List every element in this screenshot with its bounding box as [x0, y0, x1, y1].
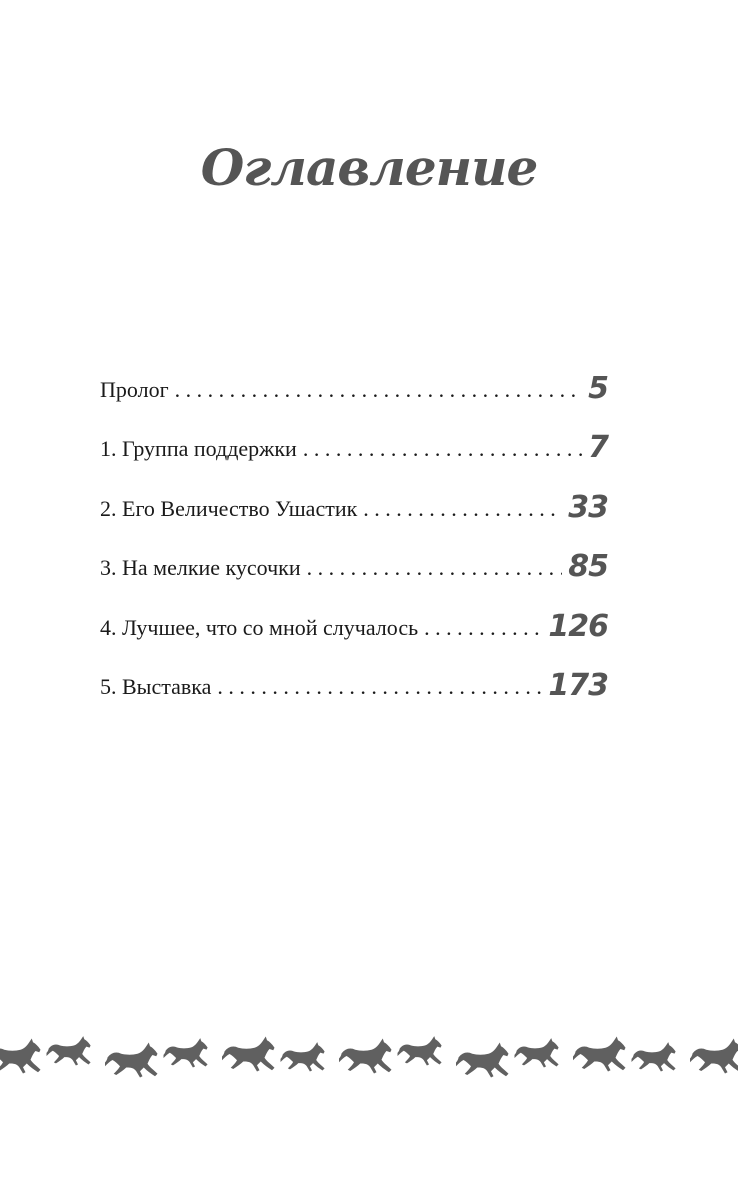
toc-entry-page-number: 33: [568, 489, 608, 525]
toc-leader-dots: [424, 613, 542, 643]
horse-silhouette-icon: [105, 1043, 158, 1078]
toc-leader-dots: [303, 434, 582, 464]
toc-leader-dots: [363, 494, 562, 524]
toc-entry-chapter-5[interactable]: [100, 643, 608, 703]
toc-entry-chapter-1[interactable]: [100, 405, 608, 465]
horse-silhouette-icon: [0, 1039, 41, 1074]
toc-entry-chapter-4[interactable]: [100, 583, 608, 643]
galloping-horses-border-icon: [0, 1028, 738, 1088]
toc-entry-label: 1. Группа поддержки: [100, 436, 297, 461]
toc-entry-chapter-2[interactable]: [100, 464, 608, 524]
toc-entry-label: 5. Выставка: [100, 674, 212, 699]
horse-silhouette-icon: [47, 1036, 91, 1065]
horse-silhouette-icon: [281, 1042, 325, 1071]
toc-entry-label: 2. Его Величество Ушастик: [100, 495, 358, 521]
toc-entry-page-number: 5: [588, 370, 608, 406]
toc-entry-page-number: 126: [548, 608, 608, 644]
horse-silhouette-icon: [690, 1039, 738, 1074]
horse-silhouette-icon: [222, 1037, 275, 1072]
horse-silhouette-icon: [515, 1038, 559, 1067]
toc-leader-dots: [307, 553, 563, 583]
toc-entry-page-number: 173: [548, 668, 608, 703]
toc-entry-page-number: 85: [568, 549, 608, 584]
table-of-contents: [100, 345, 608, 702]
toc-entry-label: 3. На мелкие кусочки: [100, 555, 301, 580]
toc-entry-label: Пролог: [100, 376, 169, 402]
toc-entry-chapter-3[interactable]: [100, 524, 608, 584]
toc-entry-prologue[interactable]: [100, 345, 608, 405]
horse-silhouette-icon: [456, 1043, 509, 1078]
toc-leader-dots: [175, 375, 583, 405]
horse-silhouette-icon: [398, 1036, 442, 1065]
toc-entry-page-number: 7: [588, 430, 608, 465]
page-title: Оглавление: [200, 138, 538, 197]
horse-silhouette-icon: [573, 1037, 626, 1072]
horse-silhouette-icon: [339, 1039, 392, 1074]
toc-entry-label: 4. Лучшее, что со мной случалось: [100, 614, 419, 640]
toc-leader-dots: [217, 672, 542, 702]
horse-silhouette-icon: [164, 1038, 208, 1067]
horse-silhouette-icon: [632, 1042, 676, 1071]
